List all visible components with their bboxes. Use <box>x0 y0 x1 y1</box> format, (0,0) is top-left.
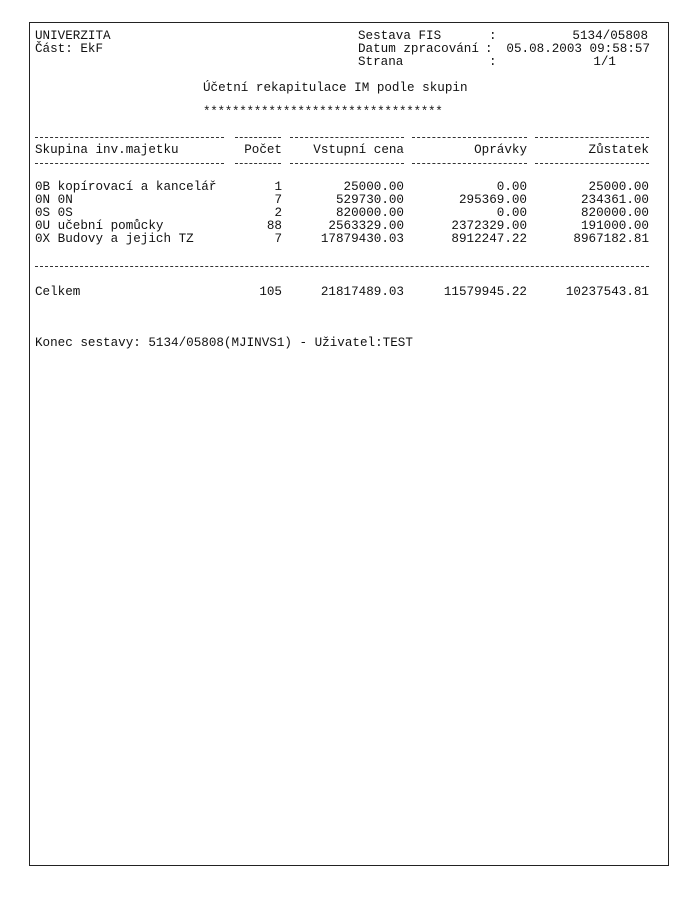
meta-value-report: 5134/05808 <box>572 29 648 43</box>
cell-count: 7 <box>274 232 282 246</box>
header-rule-top-balance <box>535 137 649 138</box>
meta-label-report: Sestava FIS <box>358 29 442 43</box>
meta-sep-report: : <box>489 29 497 43</box>
cell-group: 0U učební pomůcky <box>35 219 164 233</box>
header-rule-bottom-count <box>235 163 281 164</box>
header-rule-bottom-depr <box>412 163 527 164</box>
meta-value-page: 1/1 <box>593 55 616 69</box>
col-header-entry: Vstupní cena <box>313 143 404 157</box>
org-name: UNIVERZITA <box>35 29 111 43</box>
header-rule-bottom-entry <box>290 163 404 164</box>
meta-label-date: Datum zpracování <box>358 42 479 56</box>
header-rule-bottom-group <box>35 163 224 164</box>
report-title: Účetní rekapitulace IM podle skupin <box>203 81 468 95</box>
col-header-group: Skupina inv.majetku <box>35 143 179 157</box>
cell-balance: 234361.00 <box>580 193 649 207</box>
meta-value-date: 05.08.2003 09:58:57 <box>506 42 650 56</box>
header-rule-top-depr <box>412 137 527 138</box>
cell-depr: 0.00 <box>496 206 527 220</box>
total-label: Celkem <box>35 285 81 299</box>
cell-group: 0X Budovy a jejich TZ <box>35 232 194 246</box>
title-underline: ********************************* <box>203 105 443 119</box>
cell-entry: 529730.00 <box>335 193 404 207</box>
total-entry: 21817489.03 <box>320 285 404 299</box>
cell-depr: 8912247.22 <box>451 232 527 246</box>
col-header-depr: Oprávky <box>474 143 527 157</box>
meta-sep-page: : <box>489 55 497 69</box>
total-balance: 10237543.81 <box>565 285 649 299</box>
org-unit: Část: EkF <box>35 42 104 56</box>
cell-count: 7 <box>274 193 282 207</box>
cell-depr: 2372329.00 <box>451 219 527 233</box>
cell-group: 0N 0N <box>35 193 73 207</box>
cell-group: 0S 0S <box>35 206 73 220</box>
total-depr: 11579945.22 <box>443 285 527 299</box>
header-rule-top-entry <box>290 137 404 138</box>
col-header-balance: Zůstatek <box>588 143 649 157</box>
cell-balance: 25000.00 <box>588 180 649 194</box>
cell-count: 2 <box>274 206 282 220</box>
header-rule-bottom-balance <box>535 163 649 164</box>
total-count: 105 <box>259 285 282 299</box>
cell-entry: 25000.00 <box>343 180 404 194</box>
report-footer: Konec sestavy: 5134/05808(MJINVS1) - Uživatel:TEST <box>35 336 413 350</box>
header-rule-top-group <box>35 137 224 138</box>
meta-label-page: Strana <box>358 55 404 69</box>
cell-entry: 17879430.03 <box>320 232 404 246</box>
cell-count: 1 <box>274 180 282 194</box>
cell-count: 88 <box>266 219 282 233</box>
cell-depr: 0.00 <box>496 180 527 194</box>
cell-group: 0B kopírovací a kancelář <box>35 180 217 194</box>
cell-entry: 820000.00 <box>335 206 404 220</box>
cell-balance: 191000.00 <box>580 219 649 233</box>
meta-sep-date: : <box>485 42 493 56</box>
cell-depr: 295369.00 <box>458 193 527 207</box>
cell-entry: 2563329.00 <box>328 219 404 233</box>
total-separator <box>35 266 649 267</box>
col-header-count: Počet <box>244 143 282 157</box>
header-rule-top-count <box>235 137 281 138</box>
cell-balance: 820000.00 <box>580 206 649 220</box>
cell-balance: 8967182.81 <box>573 232 649 246</box>
